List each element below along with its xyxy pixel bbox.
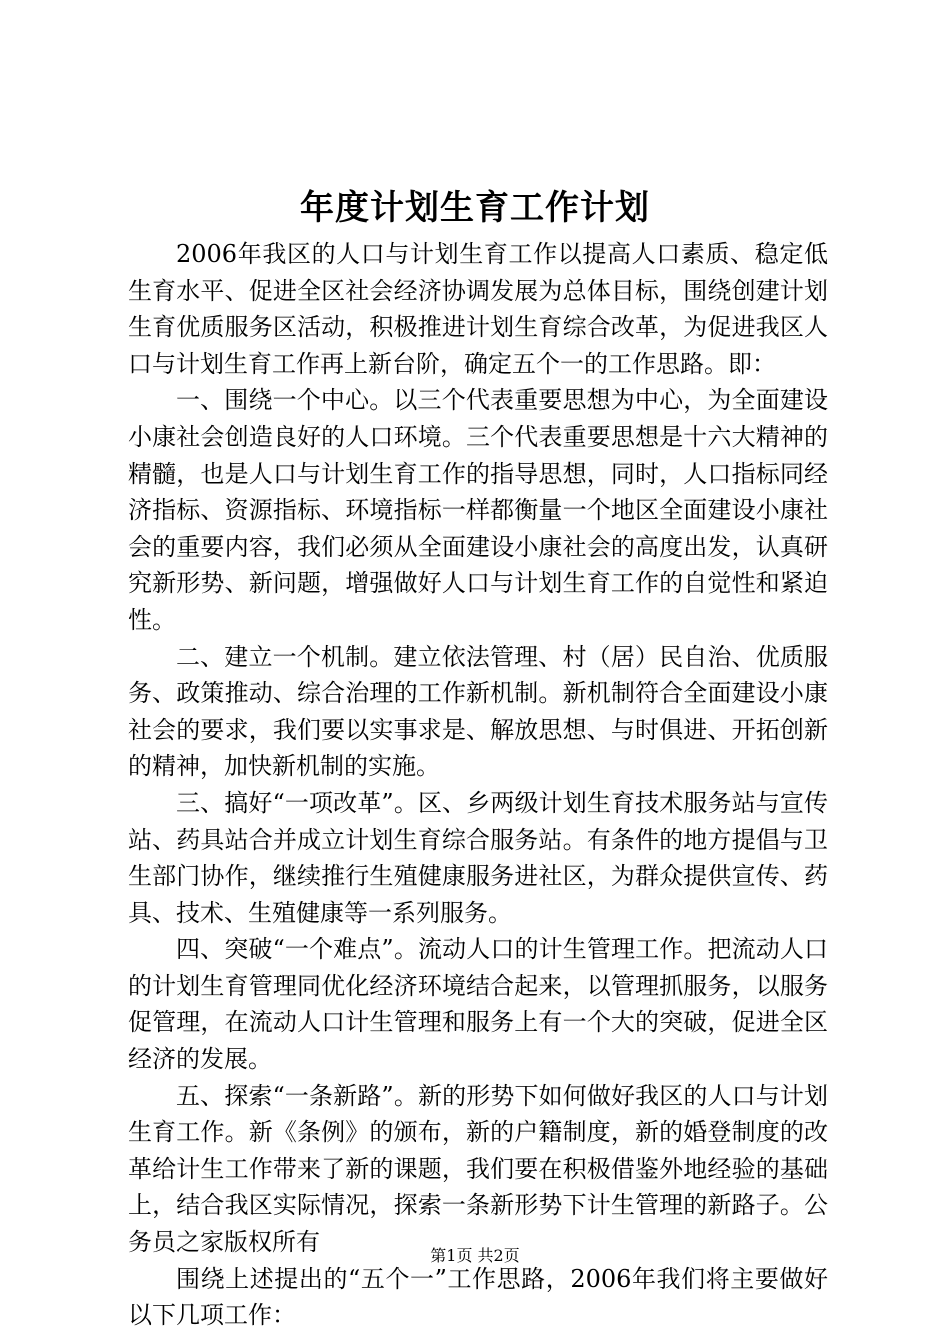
paragraph-summary: 围绕上述提出的“五个一”工作思路，2006年我们将主要做好以下几项工作： [128,1264,828,1330]
paragraph-one-reform: 三、搞好“一项改革”。区、乡两级计划生育技术服务站与宣传站、药具站合并成立计划生育综合服务站。有条件的地方提倡与卫生部门协作，继续推行生殖健康服务进社区，为群众提供宣传、药具、技术、生殖健康等一系列服务。 [128,788,828,927]
paragraph-intro: 2006年我区的人口与计划生育工作以提高人口素质、稳定低生育水平、促进全区社会经济协调发展为总体目标，围绕创建计划生育优质服务区活动，积极推进计划生育综合改革，为促进我区人口与计划生育工作再上新台阶，确定五个一的工作思路。即： [128,240,828,378]
document-body [128,236,828,1334]
paragraph-one-center: 一、围绕一个中心。以三个代表重要思想为中心，为全面建设小康社会创造良好的人口环境。三个代表重要思想是十六大精神的精髓，也是人口与计划生育工作的指导思想，同时，人口指标同经济指标、资源指标、环境指标一样都衡量一个地区全面建设小康社会的重要内容，我们必须从全面建设小康社会的高度出发，认真研究新形势、新问题，增强做好人口与计划生育工作的自觉性和紧迫性。 [128,386,828,634]
document-title: 年度计划生育工作计划 [300,188,650,228]
paragraph-one-new-path: 五、探索“一条新路”。新的形势下如何做好我区的人口与计划生育工作。新《条例》的颁布，新的户籍制度，新的婚登制度的改革给计生工作带来了新的课题，我们要在积极借鉴外地经验的基础上，结合我区实际情况，探索一条新形势下计生管理的新路子。公务员之家版权所有 [128,1081,828,1257]
paragraph-one-difficulty: 四、突破“一个难点”。流动人口的计生管理工作。把流动人口的计划生育管理同优化经济环境结合起来，以管理抓服务，以服务促管理，在流动人口计生管理和服务上有一个大的突破，促进全区经济的发展。 [128,935,828,1074]
paragraph-one-mechanism: 二、建立一个机制。建立依法管理、村（居）民自治、优质服务、政策推动、综合治理的工作新机制。新机制符合全面建设小康社会的要求，我们要以实事求是、解放思想、与时俱进、开拓创新的精神，加快新机制的实施。 [128,642,828,781]
page-number-footer: 第1页 共2页 [430,1246,520,1265]
